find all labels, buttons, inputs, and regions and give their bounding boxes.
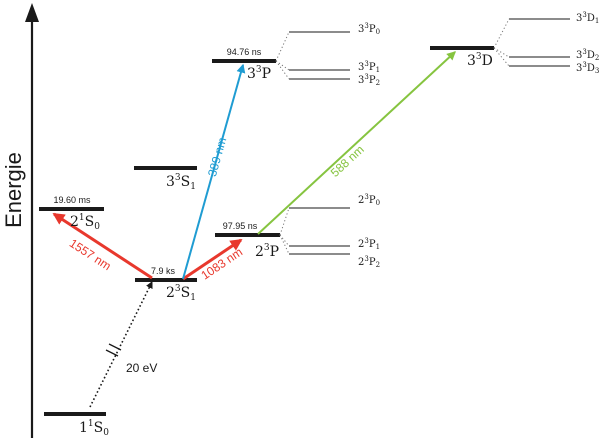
term-labels	[70, 52, 493, 438]
transition-label-1557nm: 1557 nm	[66, 236, 114, 274]
term-label-2-1S0: $2^1S_0$	[70, 213, 100, 232]
axis-arrowhead	[25, 3, 39, 22]
sublevel-label-2-3P1: $2^3P_1$	[358, 237, 381, 251]
excitation-arrow	[90, 282, 157, 407]
term-label-3-3D: $3^3D$	[467, 52, 493, 69]
transition-label-389nm: 389 nm	[204, 135, 230, 179]
transition-label-1083nm: 1083 nm	[198, 244, 246, 283]
term-label-1-1S0: $1^1S_0$	[79, 419, 109, 438]
sublevel-label-3-3D2: $3^3D_2$	[576, 48, 600, 62]
term-label-2-3P: $2^3P$	[255, 243, 280, 260]
sublevel-label-3-3D1: $3^3D_1$	[576, 11, 600, 25]
lifetime-3-3P: 94.76 ns	[226, 47, 262, 57]
term-label-2-3S1: $2^3S_1$	[166, 284, 196, 303]
sublevel-label-2-3P0: $2^3P_0$	[358, 193, 381, 207]
fine-structure-3-3D	[494, 19, 570, 66]
lifetime-2-3S1: 7.9 ks	[150, 266, 176, 276]
fine-structure-2-3P	[280, 208, 350, 254]
energy-levels	[39, 48, 494, 414]
sublevel-label-3-3P2: $3^3P_2$	[358, 73, 381, 87]
lifetime-2-1S0: 19.60 ms	[53, 195, 91, 205]
axis-break-mark	[109, 344, 121, 350]
excitation-energy-label: 20 eV	[126, 361, 158, 375]
energy-axis	[1, 3, 39, 438]
lifetime-2-3P: 97.95 ns	[222, 221, 258, 231]
fine-structure-3-3P	[276, 32, 350, 79]
sublevel-label-3-3D3: $3^3D_3$	[576, 61, 600, 75]
term-label-3-3S1: $3^3S_1$	[166, 173, 196, 192]
axis-label: Energie	[0, 152, 26, 228]
sublevel-label-2-3P2: $2^3P_2$	[358, 255, 381, 269]
transition-label-588nm: 588 nm	[327, 142, 367, 180]
term-label-3-3P: $3^3P$	[247, 65, 272, 82]
sublevel-label-3-3P0: $3^3P_0$	[358, 22, 381, 36]
sublevel-label-3-3P1: $3^3P_1$	[358, 60, 381, 74]
